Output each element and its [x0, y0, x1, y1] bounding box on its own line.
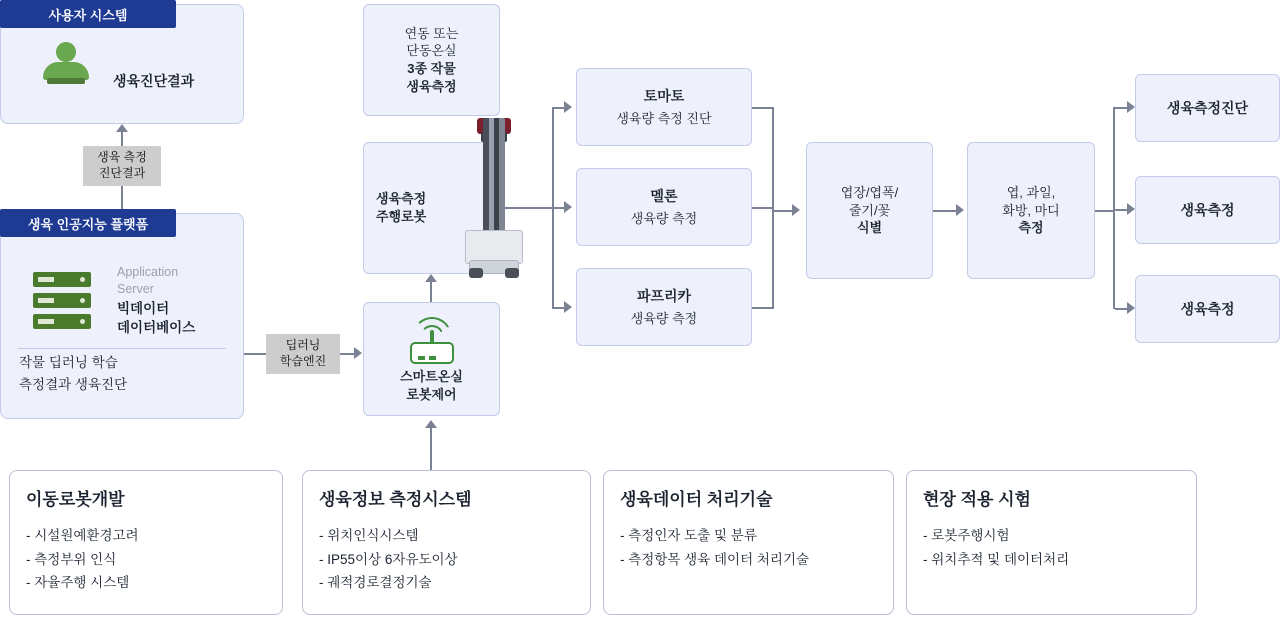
arrow-right-output-2 [1127, 203, 1135, 215]
arrow-right-melon [564, 201, 572, 213]
connector-tomato-out [752, 107, 772, 109]
person-icon [43, 40, 89, 86]
arrow-right-identify [792, 204, 800, 216]
bigdata-db-label: 빅데이터 데이터베이스 [117, 301, 196, 335]
server-icon [33, 272, 91, 330]
output-box-2: 생육측정 [1135, 176, 1280, 244]
arrow-right-output-3 [1127, 302, 1135, 314]
smart-greenhouse-robot-control-box: 스마트온실 로봇제어 [363, 302, 500, 416]
connector-cards-to-greenhouse [430, 428, 432, 470]
card-growth-data-processing [603, 470, 894, 615]
arrow-up-user-system [116, 124, 128, 132]
chip-diagnosis-result: 생육 측정 진단결과 [83, 146, 161, 186]
top-greenhouse-box: 연동 또는 단동온실 3종 작물 생육측정 [363, 4, 500, 116]
identify-box: 엽장/엽폭/ 줄기/꽃 식별 [806, 142, 933, 279]
tab-platform-label: 생육 인공지능 플랫폼 [27, 216, 149, 232]
crop-box-melon: 멜론 생육량 측정 [576, 168, 752, 246]
arrow-right-measure [956, 204, 964, 216]
card-title: 이동로봇개발 [26, 490, 125, 509]
card-list: - 측정인자 도출 및 분류 - 측정항목 생육 데이터 처리기술 [620, 528, 810, 567]
arrow-right-paprika [564, 301, 572, 313]
connector-platform-to-chip [121, 186, 123, 210]
connector-merge-to-identify [774, 210, 794, 212]
connector-outputs-vertical [1113, 107, 1115, 309]
arrow-right-greenhouse [354, 347, 362, 359]
connector-crops-merge-vertical [772, 107, 774, 309]
application-server-label: Application Server [117, 265, 179, 296]
tab-platform[interactable] [0, 209, 176, 237]
tab-user-system[interactable] [0, 0, 176, 28]
connector-measure-out [1095, 210, 1113, 212]
measure-box: 엽, 과일, 화방, 마디 측정 [967, 142, 1095, 279]
output-box-3: 생육측정 [1135, 275, 1280, 343]
arrow-right-output-1 [1127, 101, 1135, 113]
wifi-router-icon [402, 314, 462, 366]
measurement-robot-box: 생육측정 주행로봇 [363, 142, 500, 274]
card-growth-info-measurement-system [302, 470, 591, 615]
connector-identify-to-measure [933, 210, 958, 212]
robot-photo [463, 118, 525, 278]
arrow-up-greenhouse [425, 420, 437, 428]
crop-box-paprika: 파프리카 생육량 측정 [576, 268, 752, 346]
platform-panel [0, 213, 244, 419]
platform-description: 작물 딥러닝 학습 측정결과 생육진단 [19, 355, 128, 392]
chip-deep-learning-engine: 딥러닝 학습엔진 [266, 334, 340, 374]
card-list: - 위치인식시스템 - IP55이상 6자유도이상 - 궤적경로결정기술 [319, 528, 458, 591]
card-field-application-test [906, 470, 1197, 615]
arrow-right-tomato [564, 101, 572, 113]
output-box-1: 생육측정진단 [1135, 74, 1280, 142]
connector-paprika-out [752, 307, 772, 309]
card-list: - 로봇주행시험 - 위치추적 및 데이터처리 [923, 528, 1070, 567]
connector-greenhouse-to-robot [430, 282, 432, 302]
card-list: - 시설원예환경고려 - 측정부위 인식 - 자율주행 시스템 [26, 528, 139, 591]
card-title: 현장 적용 시험 [923, 490, 1031, 509]
arrow-up-robot-box [425, 274, 437, 282]
card-title: 생육데이터 처리기술 [620, 490, 773, 509]
connector-platform-to-deeplearning [244, 353, 266, 355]
card-mobile-robot-development [9, 470, 283, 615]
card-title: 생육정보 측정시스템 [319, 490, 472, 509]
growth-diagnosis-result-label: 생육진단결과 [113, 73, 195, 89]
connector-melon-out [752, 207, 772, 209]
crop-box-tomato: 토마토 생육량 측정 진단 [576, 68, 752, 146]
tab-user-system-label: 사용자 시스템 [48, 7, 128, 23]
